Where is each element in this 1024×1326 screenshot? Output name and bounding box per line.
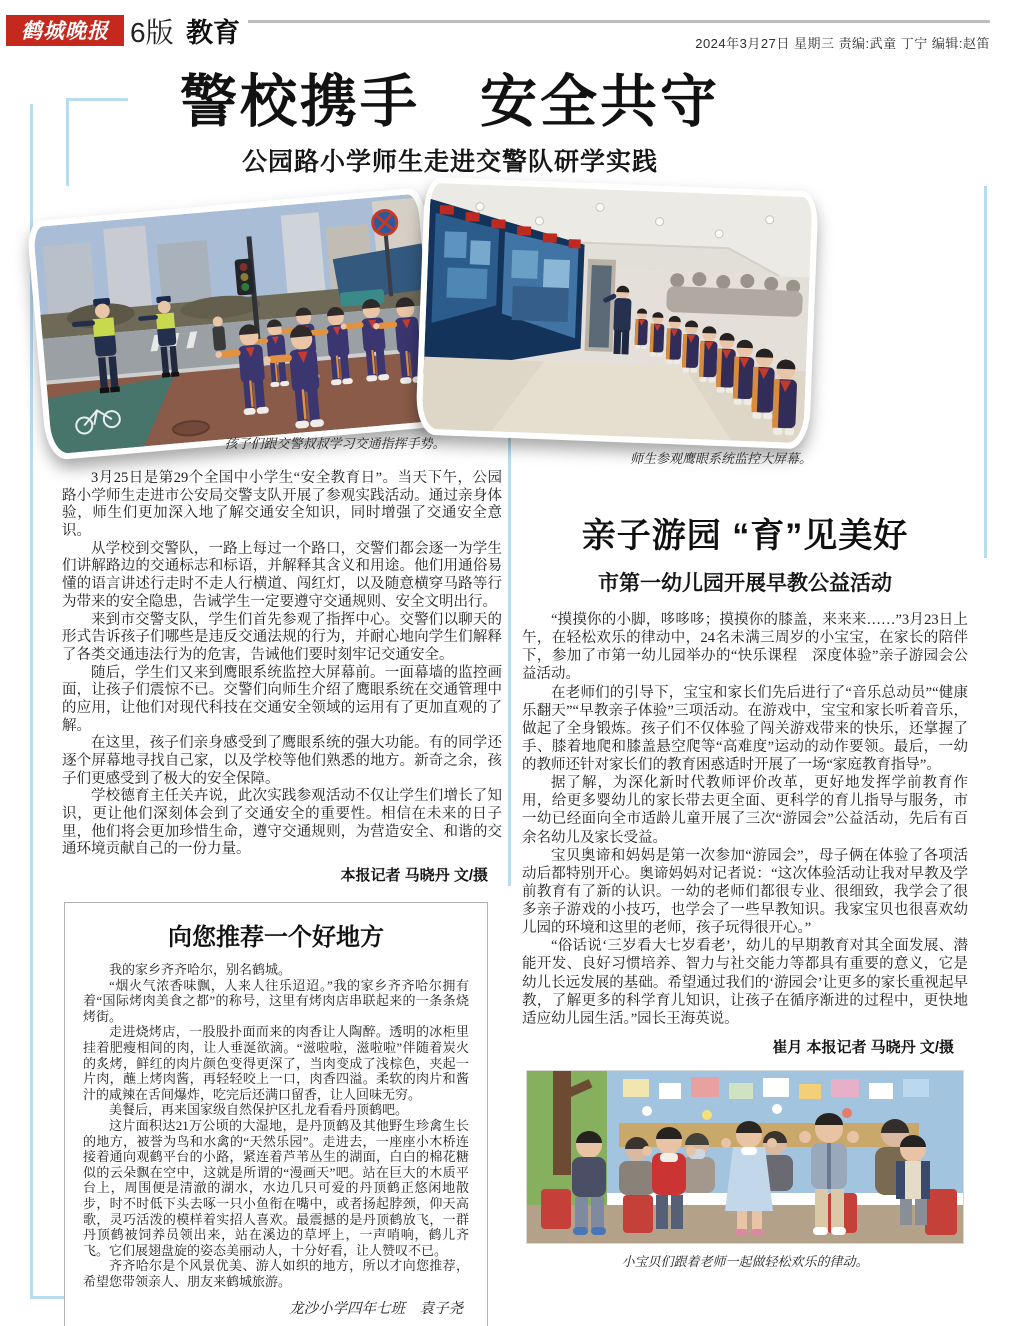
second-story-headline: 亲子游园 “育”见美好 (581, 517, 909, 555)
article-paragraph: 学校德育主任关卉说，此次实践参观活动不仅让学生们增长了知识，更让他们深刻体会到了交通安全的重要性。相信在未来的日子里，他们将会更加珍惜生命，遵守交通规则，为营造安全、和谐的交通环境贡献自己的一份力量。 (62, 788, 502, 858)
edition-label: 6版 (130, 17, 174, 48)
photo-traffic-practice (26, 187, 443, 461)
article-paragraph: 在这里，孩子们亲身感受到了鹰眼系统的强大功能。有的同学还逐个屏幕地寻找自己家，以及学校等他们熟悉的地方。新奇之余，孩子们更感受到了极大的安全保障。 (62, 735, 502, 787)
photo-caption-kindergarten: 小宝贝们跟着老师一起做轻松欢乐的律动。 (621, 1254, 869, 1270)
lead-subheadline: 公园路小学师生走进交警队研学实践 (241, 148, 658, 176)
photo-caption-monitor: 师生参观鹰眼系统监控大屏幕。 (629, 452, 812, 467)
article-paragraph: 来到市交警支队，学生们首先参观了指挥中心。交警们以聊天的形式告诉孩子们哪些是违反交通法规的行为，并耐心地向学生们解释了各类交通违法行为的危害，告诫他们要时刻牢记交通安全。 (62, 611, 502, 663)
second-story-body (522, 611, 968, 1028)
article-paragraph: 3月25日是第29个全国中小学生“安全教育日”。当天下午，公园路小学师生走进市公安局交警支队开展了参观实践活动。通过亲身体验，师生们更加深入地了解交通安全知识，同时增强了交通安全意识。 (62, 470, 502, 540)
newspaper-logo: 鹤城晚报 (6, 15, 124, 46)
photo-monitor-room (415, 177, 819, 450)
article-paragraph: 我的家乡齐齐哈尔，别名鹤城。 (109, 962, 292, 977)
masthead-rule (248, 20, 990, 23)
lead-article (62, 470, 502, 885)
headline-corner-accent-v (66, 98, 69, 186)
photo-traffic-practice-art (33, 194, 437, 455)
article-paragraph: 齐齐哈尔是个风景优美、游人如织的地方，所以才向您推荐，希望您带领亲人、朋友来鹤城旅游。 (83, 1258, 469, 1289)
article-paragraph: 据了解，为深化新时代教师评价改革，更好地发挥学前教育作用，给更多婴幼儿的家长带去更全面、更科学的育儿指导与服务，市一幼已经面向全市适龄儿童开展了三次“游园会”公益活动，先后有百余名幼儿及家长受益。 (522, 775, 968, 846)
second-story-subheadline: 市第一幼儿园开展早教公益活动 (598, 572, 892, 595)
article-paragraph: 美餐后，再来国家级自然保护区扎龙看看丹顶鹤吧。 (109, 1102, 409, 1118)
photo-kindergarten (527, 1071, 963, 1243)
box-story-headline: 向您推荐一个好地方 (168, 924, 384, 951)
box-story (64, 902, 488, 1326)
section-label: 教育 (186, 18, 240, 48)
article-paragraph: 从学校到交警队，一路上每过一个路口，交警们都会逐一为学生们讲解路边的交通标志和标语，并解释其含义和用途。他们用通俗易懂的语言讲述行走时不走人行横道、闯红灯，以及随意横穿马路等行为带来的安全隐患，告诫学生一定要遵守交通规则、安全文明出行。 (62, 540, 502, 610)
lead-article-byline: 本报记者 马晓丹 文/摄 (340, 867, 488, 885)
article-paragraph: 走进烧烤店，一股股扑面而来的肉香让人陶醉。透明的冰柜里挂着肥瘦相间的肉，让人垂涎欲滴。“滋啦啦，滋啦啦”伴随着炭火的炙烤，鲜红的肉片颜色变得更深了，当肉变成了浅棕色，夹起一片肉，蘸上烤肉酱，再轻轻咬上一口，肉香四溢。柔软的肉片和酱汁的咸辣在舌间爆炸，吃完后还满口留香，让人回味无穷。 (83, 1024, 469, 1102)
photo-monitor-room-art (421, 183, 812, 443)
article-paragraph: 在老师们的引导下，宝宝和家长们先后进行了“音乐总动员”“健康乐翻天”“早教亲子体验”三项活动。在游戏中，宝宝和家长听着音乐，做起了全身锻炼。孩子们不仅体验了闯关游戏带来的快乐，还掌握了手、膝着地爬和膝盖悬空爬等“高难度”运动的动作要领。最后，一幼的教师还针对家长们的教育困惑适时开展了一场“家庭教育指导”。 (522, 684, 968, 773)
column-divider-rule (508, 430, 511, 886)
second-story (522, 508, 968, 1270)
page-right-rule (984, 186, 987, 558)
article-paragraph: 宝贝奥谛和妈妈是第一次参加“游园会”，母子俩在体验了各项活动后都特别开心。奥谛妈妈对记者说：“这次体验活动让我对早教及学前教育有了新的认识。一幼的老师们都很专业、很细致，我学会了很多亲子游戏的小技巧，也学会了一些早教知识。我家宝贝也很喜欢幼儿园的环境和这里的老师，孩子玩得很开心。” (522, 847, 968, 937)
article-paragraph: “烟火气浓香味飘，人来人往乐迢迢。”我的家乡齐齐哈尔拥有着“国际烤肉美食之都”的称号，这里有烤肉店串联起来的一条条烧烤街。 (83, 977, 469, 1024)
article-paragraph: “俗话说‘三岁看大七岁看老’，幼儿的早期教育对其全面发展、潜能开发、良好习惯培养、智力与社交能力等都具有重要的意义，它是幼儿长远发展的基础。希望通过我们的‘游园会’让更多的家长重视起早教，了解更多的科学育儿知识，让孩子在循序渐进的过程中，更快地适应幼儿园生活。”园长王海英说。 (522, 938, 968, 1027)
photo-caption-traffic: 孩子们跟交警叔叔学习交通指挥手势。 (224, 437, 446, 452)
dateline: 2024年3月27日 星期三 责编:武童 丁宁 编辑:赵笛 (695, 36, 990, 51)
box-story-byline: 龙沙小学四年七班 袁子尧 (289, 1301, 463, 1318)
article-paragraph: 这片面积达21万公顷的大湿地，是丹顶鹤及其他野生珍禽生长的地方，被誉为鸟和水禽的“天然乐园”。走进去，一座座小木桥连接着通向观鹤平台的小路，紧连着芦苇丛生的湖面，白白的棉花糖似的云朵飘在空中，这就是所谓的“漫画天”吧。站在巨大的木质平台上，周围便是清澈的湖水，水边几只可爱的丹顶鹤正悠闲地散步，时不时低下头去啄一只小鱼衔在嘴中，或者扬起脖颈，仰天高歌，灵巧活泼的模样着实招人喜欢。最震撼的是丹顶鹤放飞，一群丹顶鹤被饲养员领出来，站在溪边的草坪上，一声哨响，鹤儿齐飞。它们展翅盘旋的姿态美丽动人，十分好看，让人赞叹不已。 (83, 1117, 469, 1258)
article-paragraph: “摸摸你的小脚，哆哆哆；摸摸你的膝盖，来来来……”3月23日上午，在轻松欢乐的律动中，24名未满三周岁的小宝宝，在家长的陪伴下，参加了市第一幼儿园举办的“快乐课程 深度体验”亲子游园会公益活动。 (522, 612, 968, 683)
article-paragraph: 随后，学生们又来到鹰眼系统监控大屏幕前。一面幕墙的监控画面，让孩子们震惊不已。交警们向师生介绍了鹰眼系统在交通管理中的应用，让他们对现代科技在交通安全领域的运用有了更加直观的了解。 (62, 664, 502, 734)
second-story-byline: 崔月 本报记者 马晓丹 文/摄 (772, 1038, 954, 1056)
box-story-body (83, 962, 469, 1289)
photo-kindergarten-art (527, 1071, 963, 1243)
lead-article-body (62, 470, 502, 859)
lead-headline: 警校携手 安全共守 (180, 70, 720, 134)
